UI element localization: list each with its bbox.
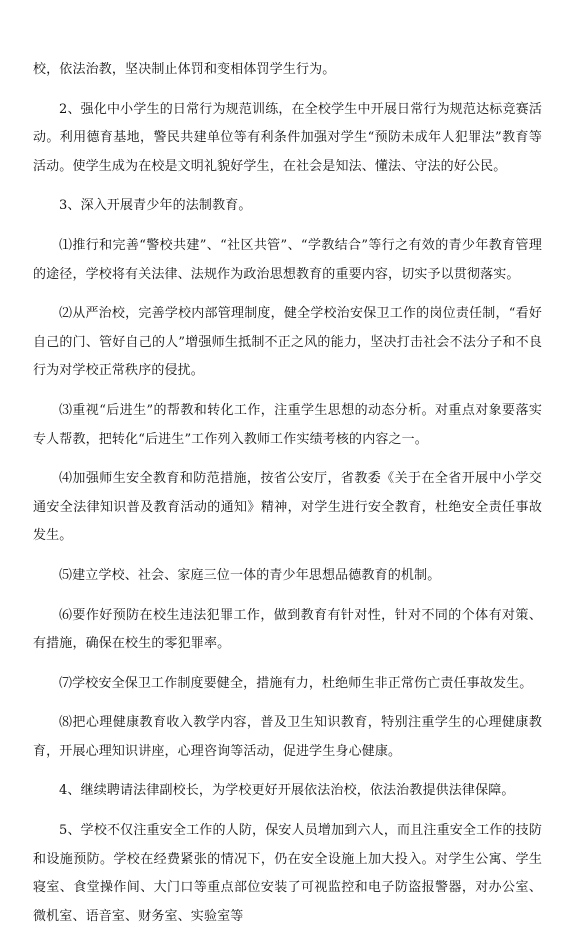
paragraph-subitem-4: ⑷加强师生安全教育和防范措施，按省公安厅，省教委《关于在全省开展中小学交通安全法律知识普及教育活动的通知》精神，对学生进行安全教育，杜绝安全责任事故发生。 [33,471,542,544]
paragraph-item-4: 4、继续聘请法律副校长，为学校更好开展依法治校，依法治教提供法律保障。 [59,783,515,799]
paragraph-subitem-3: ⑶重视“后进生”的帮教和转化工作，注重学生思想的动态分析。对重点对象要落实专人帮教，把转化“后进生”工作列入教师工作实绩考核的内容之一。 [33,402,542,447]
paragraph-item-2: 2、强化中小学生的日常行为规范训练，在全校学生中开展日常行为规范达标竞赛活动。利用德育基地，警民共建单位等有利条件加强对学生“预防未成年人犯罪法”教育等活动。使学生成为在校是文明礼貌好学生，在社会是知法、懂法、守法的好公民。 [33,101,542,174]
paragraph-subitem-1: ⑴推行和完善“警校共建”、“社区共管”、“学教结合”等行之有效的青少年教育管理的途径，学校将有关法律、法规作为政治思想教育的重要内容，切实予以贯彻落实。 [33,237,542,282]
paragraph-continuation: 校，依法治教，坚决制止体罚和变相体罚学生行为。 [33,62,336,77]
paragraph-subitem-6: ⑹要作好预防在校生违法犯罪工作，做到教育有针对性，针对不同的个体有对策、有措施，确保在校生的零犯罪率。 [33,607,542,652]
paragraph-subitem-5: ⑸建立学校、社会、家庭三位一体的青少年思想品德教育的机制。 [59,567,441,583]
paragraph-subitem-2: ⑵从严治校，完善学校内部管理制度，健全学校治安保卫工作的岗位责任制，“看好自己的门、管好自己的人”增强师生抵制不正之风的能力，坚决打击社会不法分子和不良行为对学校正常秩序的侵扰。 [33,306,542,379]
paragraph-subitem-8: ⑻把心理健康教育收入教学内容，普及卫生知识教育，特别注重学生的心理健康教育，开展心理知识讲座，心理咨询等活动，促进学生身心健康。 [33,715,542,759]
paragraph-subitem-7: ⑺学校安全保卫工作制度要健全，措施有力，杜绝师生非正常伤亡责任事故发生。 [59,675,533,691]
paragraph-item-5: 5、学校不仅注重安全工作的人防，保安人员增加到六人，而且注重安全工作的技防和设施预防。学校在经费紧张的情况下，仍在安全设施上加大投入。对学生公寓、学生寝室、食堂操作间、大门口等重点部位安装了可视监控和电子防盗报警器，对办公室、微机室、语音室、财务室、实验室等 [33,823,542,924]
paragraph-item-3: 3、深入开展青少年的法制教育。 [59,198,252,214]
